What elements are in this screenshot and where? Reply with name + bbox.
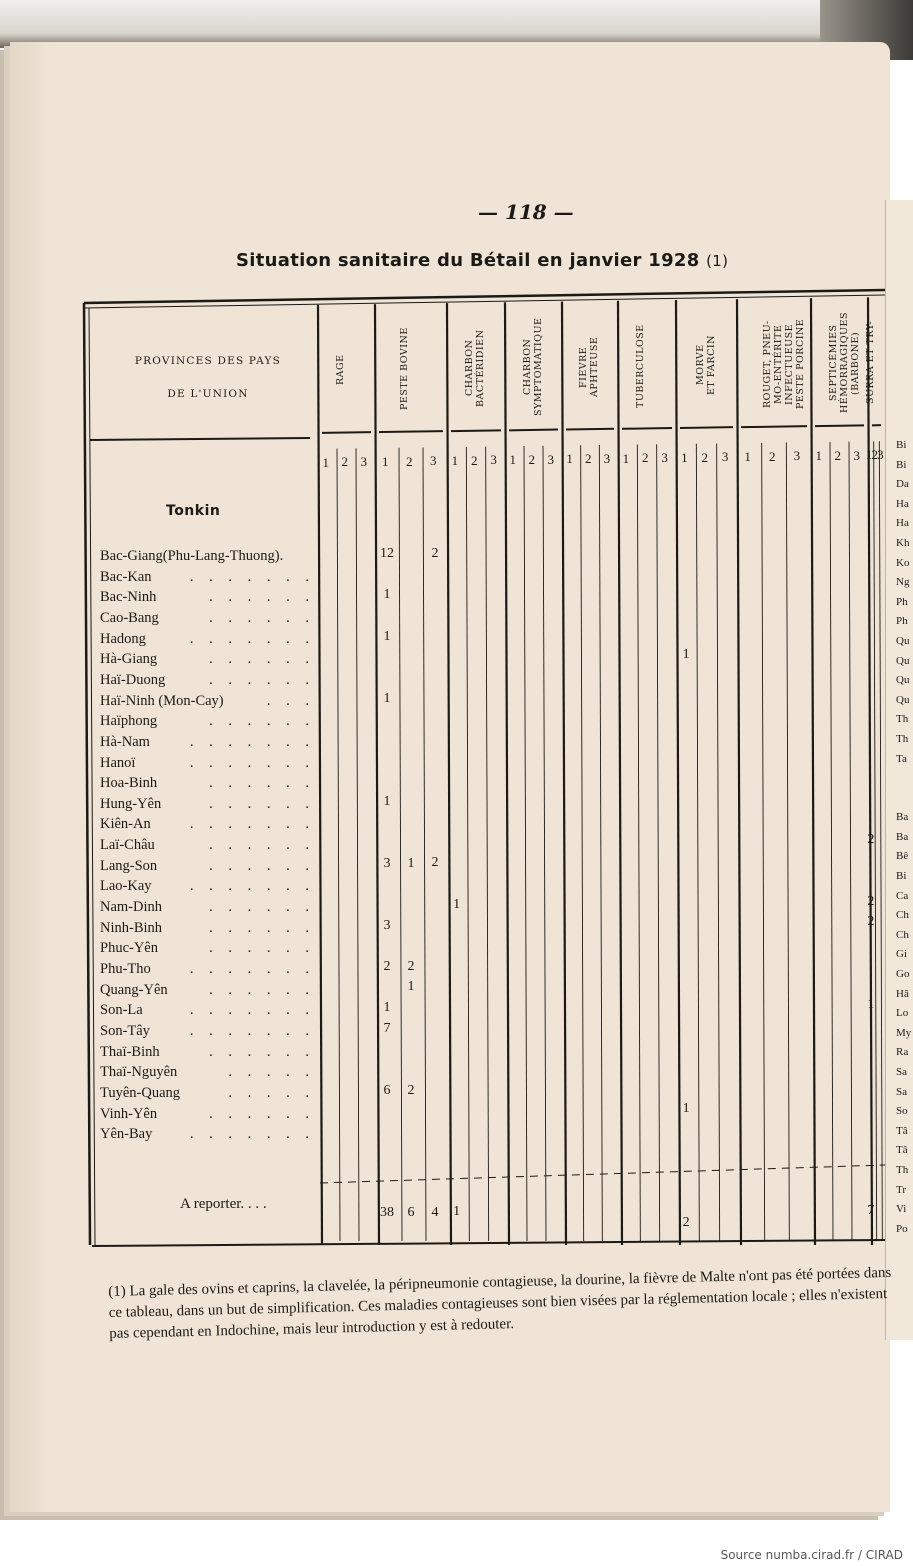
report-dots: . . . [247, 1196, 267, 1212]
subcolumn-label: 1 [566, 451, 573, 467]
table-cell: 2 [867, 893, 875, 909]
subcolumn-separator [466, 447, 469, 1241]
header-underline [322, 432, 371, 433]
leader-dots: . . . . . . . [189, 816, 315, 833]
leader-dots: . . . . . . [209, 940, 315, 957]
subcolumn-label: 1 [322, 454, 329, 470]
leader-dots: . . . . . . . [189, 961, 315, 977]
province-name: Hanoï [100, 754, 136, 771]
leader-dots: . . . . . . . [189, 1002, 315, 1019]
table-cell: 1 [453, 896, 461, 912]
table-row [100, 837, 315, 854]
table-row [100, 651, 315, 668]
province-name: Haï-Duong [100, 671, 166, 688]
province-name: Bac-Ninh [100, 589, 157, 606]
table-row [100, 589, 315, 606]
header-underline [566, 429, 614, 430]
table-cell: 1 [383, 690, 391, 706]
subcolumn-label: 3 [853, 447, 860, 463]
leader-dots: . . . . . . [209, 795, 315, 812]
title-text: Situation sanitaire du Bétail en janvier 1928 [236, 250, 700, 271]
column-header: PESTE BOVINE [399, 327, 410, 411]
header-underline [680, 427, 733, 428]
table-cell: 2 [407, 1082, 415, 1098]
leader-dots: . . . . . . . [189, 630, 315, 647]
table-row [100, 899, 315, 916]
leader-dots: . . . . . . . [189, 733, 315, 750]
province-name: Bac-Kan [100, 568, 152, 585]
column-separator [505, 302, 509, 1245]
table-cell: 1 [407, 979, 415, 995]
table-row [100, 755, 315, 772]
subcolumn-separator [762, 443, 765, 1241]
table-row [100, 713, 315, 730]
table-row [100, 920, 315, 937]
leader-dots: . . . . . . [209, 775, 315, 792]
report-cell: 7 [867, 1202, 875, 1218]
table-row [100, 982, 315, 999]
table-row [100, 1023, 315, 1040]
header-underline [379, 431, 443, 432]
subcolumn-label: 2 [769, 448, 776, 464]
column-separator [375, 304, 379, 1245]
footnote: (1) La gale des ovins et caprins, la clavelée, la péripneumonie contagieuse, la dourine, la fièvre de Malte n'ont pas été portées dans ce tableau, dans un but de simplification. Ces maladies contagieuses sont bien visées par la réglementation locale ; elles n'existent pas cependant en Indochine, mais leur introduction y est à redouter. [108, 1264, 892, 1342]
subcolumn-label: 2 [585, 451, 592, 467]
leader-dots: . . . . . . [209, 1105, 315, 1122]
leader-dots: . . . . . . [209, 609, 315, 626]
table-row [100, 1106, 315, 1123]
subcolumn-label: 1 [509, 452, 516, 468]
table-row [100, 569, 315, 586]
column-separator [562, 302, 566, 1245]
table-cell: 2 [431, 545, 439, 561]
table-cell: 1 [867, 996, 875, 1012]
subcolumn-separator [486, 447, 489, 1241]
province-name: Phu-Tho [100, 961, 151, 977]
leader-dots: . . . . . . . [189, 1022, 315, 1039]
subcolumn-separator [830, 442, 833, 1241]
table-row [100, 878, 315, 895]
subcolumn-label: 1 [815, 448, 822, 464]
report-cell: 2 [682, 1214, 690, 1230]
table-row [100, 775, 315, 792]
subcolumn-label: 3 [360, 454, 367, 470]
subcolumn-label: 1 [744, 449, 751, 465]
subcolumn-separator [581, 445, 584, 1241]
table-cell: 2 [867, 831, 875, 847]
subcolumn-separator [399, 448, 402, 1241]
table-row [100, 961, 315, 978]
table-cell: 2 [407, 958, 415, 974]
province-name: Ninh-Binh [100, 919, 163, 936]
report-cell: 1 [453, 1204, 461, 1220]
table-row [100, 858, 315, 875]
subcolumn-separator [423, 447, 426, 1241]
subcolumn-separator [657, 444, 660, 1241]
subcolumn-label: 3 [661, 450, 668, 466]
provinces-header-line2: DE L'UNION [167, 388, 249, 400]
column-separator [737, 299, 741, 1245]
province-name: Son-La [100, 1002, 143, 1019]
subcolumn-separator [599, 445, 602, 1241]
subcolumn-label: 3 [793, 448, 801, 464]
subcolumn-separator [524, 446, 527, 1241]
province-name: Vinh-Yên [100, 1105, 158, 1122]
table-cell: 3 [383, 855, 391, 871]
province-name: Kiên-An [100, 816, 151, 833]
facing-page-text: Bi Bi Da Ha Ha Kh Ko Ng Ph Ph Qu Qu Qu Qu Th Th Ta Ba Ba Bê Bi Ca Ch Ch Gi Go Hâ Lo My Ra Sa Sa So Tâ Tâ Th Tr Vi Po [896, 439, 912, 1235]
leader-dots: . . . . . . . [189, 878, 315, 895]
provinces-header-line1: PROVINCES DES PAYS [134, 355, 282, 367]
table-row [100, 940, 315, 957]
column-separator [318, 305, 322, 1245]
table-row [100, 1126, 315, 1143]
column-separator [447, 303, 451, 1245]
province-name: Nam-Dinh [100, 899, 163, 916]
leader-dots: . . . . . [228, 1084, 315, 1101]
table-cell: 1 [682, 1101, 690, 1117]
region-heading: Tonkin [166, 503, 221, 519]
province-name: Thaï-Nguyên [100, 1064, 178, 1081]
leader-dots: . . . . . . [209, 857, 315, 874]
subcolumn-label: 1 [382, 453, 389, 469]
leader-dots: . . . . . [228, 1064, 315, 1081]
table-row [100, 1064, 315, 1081]
subcolumn-label: 2 [406, 453, 413, 469]
subcolumn-label: 2 [341, 454, 348, 470]
leader-dots: . . . . . . [209, 589, 315, 606]
table-cell: 1 [383, 793, 391, 809]
subcolumn-separator [337, 449, 340, 1241]
column-header: SEPTICÉMIES HÉMORRAGIQUES (BARBONE) [827, 312, 861, 414]
leader-dots: . . . . . . . [189, 754, 315, 771]
province-name: Lao-Kay [100, 878, 152, 895]
report-row-label [180, 1196, 267, 1213]
table-row [100, 816, 315, 833]
province-name: Tuyên-Quang [100, 1084, 181, 1101]
table-cell: 1 [383, 1000, 391, 1016]
table-cell: 2 [431, 855, 439, 871]
report-cell: 38 [380, 1204, 394, 1220]
subcolumn-label: 2 [701, 449, 708, 465]
table-cell: 1 [407, 855, 415, 871]
provinces-header [108, 345, 308, 411]
column-header: ROUGET, PNEU- MO-ENTÉRITE INFECTUEUSE PESTE PORCINE [762, 319, 806, 410]
column-header: SURRA ET TRY- [864, 320, 876, 404]
leader-dots: . . . . . . [209, 919, 315, 936]
subcolumn-label: 2 [834, 447, 841, 463]
leader-dots: . . . [266, 692, 315, 709]
column-header: RAGE [334, 354, 346, 386]
subcolumn-label: 2 [528, 451, 535, 467]
page-number: — 118 — [478, 200, 574, 224]
province-name: Phuc-Yên [100, 940, 158, 957]
header-underline [622, 428, 672, 429]
table-row [100, 1044, 315, 1061]
subcolumn-separator [717, 443, 720, 1241]
table-cell: 3 [383, 917, 391, 933]
subcolumn-label: 3 [877, 447, 884, 463]
province-name: Hà-Nam [100, 733, 150, 750]
table-row [100, 1085, 315, 1102]
subcolumn-label: 3 [430, 453, 437, 469]
table-cell: 1 [682, 647, 690, 663]
table-row [100, 631, 315, 648]
leader-dots: . . . . . . [209, 899, 315, 916]
leader-dots: . . . . . . [209, 713, 315, 730]
subcolumn-separator [543, 446, 546, 1241]
table-row [100, 610, 315, 627]
leader-dots: . . . . . . [209, 651, 315, 668]
subcolumn-label: 3 [547, 451, 554, 467]
province-name: Thaï-Binh [100, 1043, 160, 1060]
leader-dots: . . . . . . [209, 671, 315, 688]
header-underline [509, 430, 558, 431]
column-separator [811, 298, 815, 1245]
column-header: CHARBON SYMPTOMATIQUE [521, 318, 544, 417]
leader-dots: . . . . . . . [189, 568, 315, 585]
table-row [100, 672, 315, 689]
subcolumn-label: 2 [471, 452, 478, 468]
table-cell: 6 [383, 1082, 391, 1098]
column-separator [618, 301, 622, 1245]
table-cell: 7 [383, 1020, 391, 1036]
table-row [100, 796, 315, 813]
table-row [100, 693, 315, 710]
province-name: Quang-Yên [100, 981, 168, 998]
subcolumn-label: 1 [622, 450, 630, 466]
report-cell: 6 [407, 1204, 415, 1220]
subcolumn-separator [637, 445, 640, 1241]
report-cell: 4 [431, 1204, 439, 1220]
table-cell: 1 [383, 628, 391, 644]
province-name: Haïphong [100, 713, 158, 730]
province-name: Yên-Bay [100, 1126, 153, 1143]
column-header: MORVE ET FARCIN [694, 335, 717, 395]
subcolumn-separator [696, 444, 699, 1241]
table-row [100, 548, 315, 565]
title-footnote-mark: (1) [706, 252, 729, 270]
subcolumn-separator [356, 448, 359, 1241]
subcolumn-label: 1 [681, 449, 688, 465]
report-label: A reporter. [180, 1196, 245, 1212]
province-name: Cao-Bang [100, 609, 159, 626]
subcolumn-separator [849, 442, 852, 1241]
subcolumn-label: 2 [871, 447, 878, 463]
header-underline [451, 430, 501, 431]
province-name: Son-Tây [100, 1022, 150, 1039]
header-underline [741, 426, 807, 427]
province-name: Haï-Ninh (Mon-Cay) [100, 692, 224, 709]
subcolumn-label: 1 [865, 447, 873, 463]
subcolumn-label: 2 [642, 450, 649, 466]
subcolumn-label: 1 [451, 452, 459, 468]
subcolumn-label: 3 [490, 452, 497, 468]
province-name: Bac-Giang(Phu-Lang-Thuong). [100, 548, 284, 564]
leader-dots: . . . . . . [209, 837, 315, 854]
table-cell: 12 [380, 545, 394, 561]
leader-dots: . . . . . . [209, 981, 315, 998]
subcolumn-label: 3 [721, 449, 729, 465]
leader-dots: . . . . . . [209, 1043, 315, 1060]
header-underline [815, 425, 864, 426]
column-header: FIÈVRE APHTEUSE [578, 336, 600, 397]
table-cell: 2 [867, 914, 875, 930]
province-name: Hadong [100, 630, 146, 647]
province-name: Hoa-Binh [100, 775, 158, 792]
subcolumn-separator [786, 443, 789, 1241]
subcolumn-label: 3 [603, 450, 611, 466]
leader-dots: . . . . . . . [189, 1126, 315, 1143]
province-name: Hung-Yên [100, 795, 162, 812]
table-row [100, 734, 315, 751]
table-cell: 2 [383, 958, 391, 974]
table-cell: 1 [383, 587, 391, 603]
province-name: Laï-Châu [100, 837, 155, 854]
table-row [100, 1002, 315, 1019]
column-header: TUBERCULOSE [635, 323, 646, 408]
province-name: Hà-Giang [100, 651, 158, 668]
province-name: Lang-Son [100, 857, 158, 874]
source-credit: Source numba.cirad.fr / CIRAD [720, 1548, 903, 1562]
column-header: CHARBON BACTÉRIDIEN [464, 329, 486, 407]
